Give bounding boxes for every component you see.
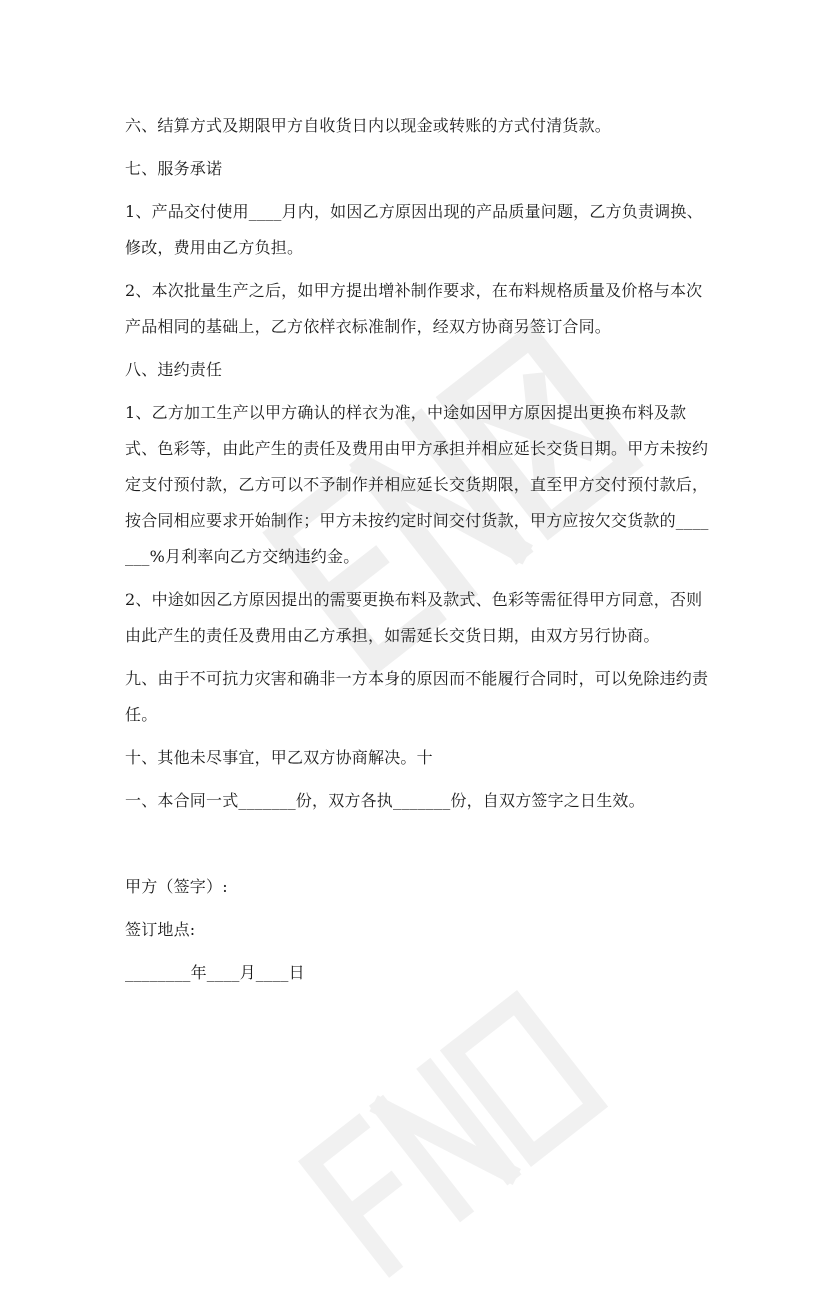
document-body: [125, 108, 710, 998]
paragraph-breach-1: 1、乙方加工生产以甲方确认的样衣为准，中途如因甲方原因提出更换布料及款式、色彩等，由此产生的责任及费用由甲方承担并相应延长交货日期。甲方未按约定支付预付款，乙方可以不予制作并相应延长交货期限，直至甲方交付预付款后，按合同相应要求开始制作；甲方未按约定时间交付货款，甲方应按欠交货款的_______%月利率向乙方交纳违约金。: [125, 403, 709, 566]
paragraph-service-2: 2、本次批量生产之后，如甲方提出增补制作要求，在布料规格质量及价格与本次产品相同的基础上，乙方依样衣标准制作，经双方协商另签订合同。: [125, 281, 703, 336]
paragraph-copies: 一、本合同一式_______份，双方各执_______份，自双方签字之日生效。: [125, 791, 645, 810]
signing-location-label: 签订地点:: [125, 920, 196, 939]
paragraph-service-1: 1、产品交付使用____月内，如因乙方原因出现的产品质量问题，乙方负责调换、修改，费用由乙方负担。: [125, 202, 703, 257]
paragraph-force-majeure: 九、由于不可抗力灾害和确非一方本身的原因而不能履行合同时，可以免除违约责任。: [125, 669, 709, 724]
paragraph-breach-2: 2、中途如因乙方原因提出的需要更换布料及款式、色彩等需征得甲方同意，否则由此产生的责任及费用由乙方承担，如需延长交货日期，由双方另行协商。: [125, 590, 703, 645]
paragraph-other-matters: 十、其他未尽事宜，甲乙双方协商解决。十: [125, 748, 433, 767]
watermark-graphic-bottom: [276, 967, 623, 1293]
signature-spacer: [125, 826, 710, 869]
heading-service-commitment: 七、服务承诺: [125, 159, 223, 178]
paragraph-settlement: 六、结算方式及期限甲方自收货日内以现金或转账的方式付清货款。: [125, 116, 612, 135]
signing-date-line: ________年____月____日: [125, 963, 305, 982]
heading-breach-liability: 八、违约责任: [125, 360, 223, 379]
party-a-signature-label: 甲方（签字）:: [125, 877, 228, 896]
